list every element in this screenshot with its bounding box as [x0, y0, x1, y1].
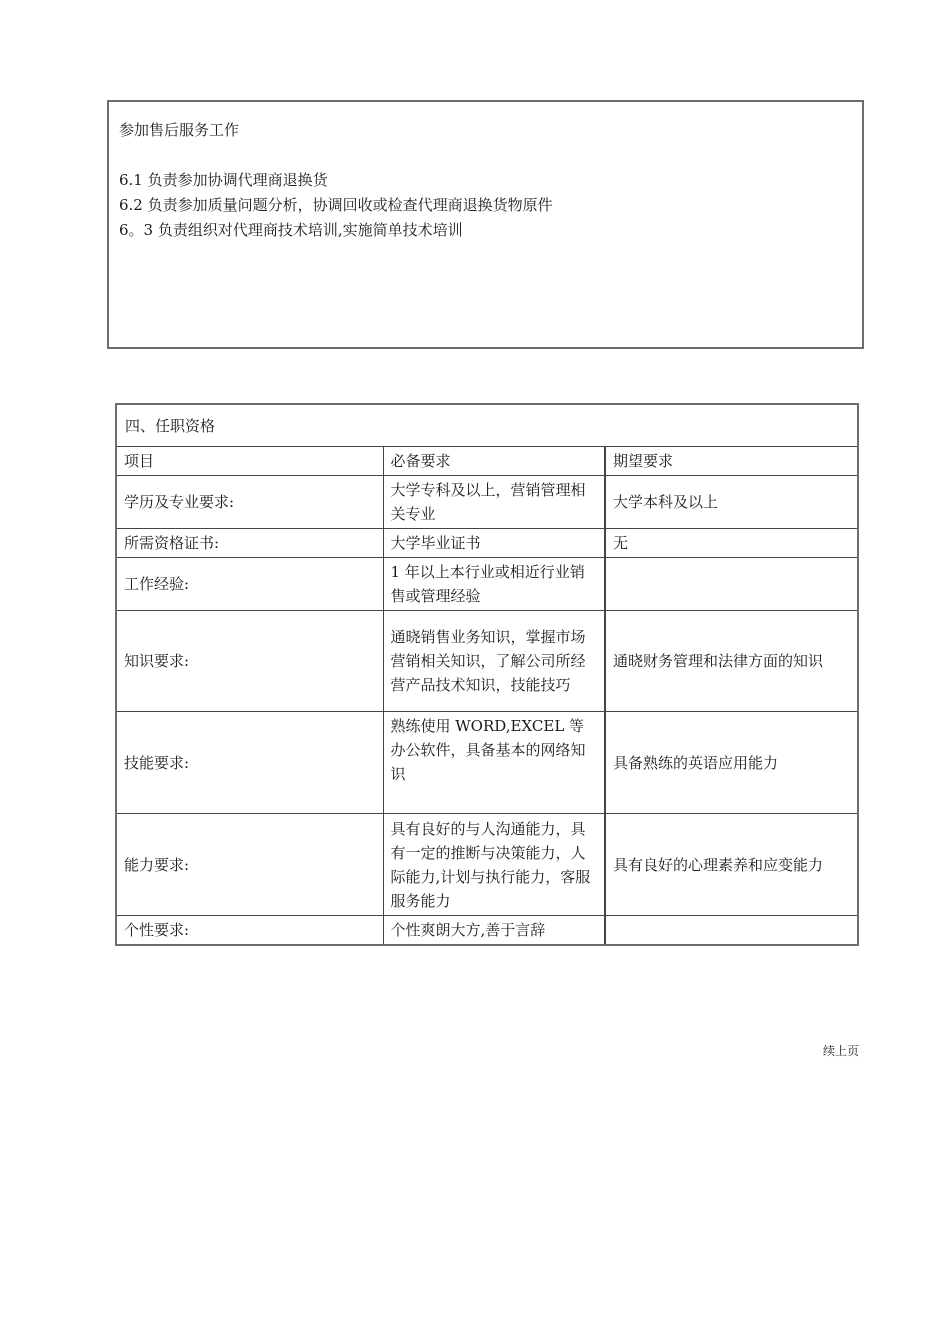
row-required: 具有良好的与人沟通能力，具有一定的推断与决策能力，人际能力,计划与执行能力，客服服务能力 [383, 814, 605, 916]
row-required: 熟练使用 WORD,EXCEL 等办公软件，具备基本的网络知识 [383, 712, 605, 814]
duties-box [107, 100, 864, 349]
duty-item: 6.2 负责参加质量问题分析，协调回收或检查代理商退换货物原件 [119, 196, 553, 214]
row-required: 通晓销售业务知识，掌握市场营销相关知识，了解公司所经营产品技术知识，技能技巧 [383, 611, 605, 712]
column-header: 必备要求 [383, 447, 605, 476]
row-required: 大学毕业证书 [383, 529, 605, 558]
row-required: 1 年以上本行业或相近行业销售或管理经验 [383, 558, 605, 611]
row-item: 技能要求: [117, 712, 383, 814]
row-required: 个性爽朗大方,善于言辞 [383, 916, 605, 945]
duty-item: 6。3 负责组织对代理商技术培训,实施简单技术培训 [119, 221, 463, 239]
row-item: 工作经验: [117, 558, 383, 611]
row-item: 所需资格证书: [117, 529, 383, 558]
section-title: 四、任职资格 [117, 405, 857, 447]
row-expected [605, 916, 857, 945]
row-required: 大学专科及以上，营销管理相关专业 [383, 476, 605, 529]
row-expected: 具备熟练的英语应用能力 [605, 712, 857, 814]
row-item: 能力要求: [117, 814, 383, 916]
table-row [117, 611, 857, 712]
table-header-row [117, 447, 857, 476]
row-item: 个性要求: [117, 916, 383, 945]
table-row [117, 712, 857, 814]
row-item: 学历及专业要求: [117, 476, 383, 529]
table-row [117, 476, 857, 529]
table-row [117, 814, 857, 916]
spacer [119, 143, 852, 168]
row-expected: 无 [605, 529, 857, 558]
table-row [117, 529, 857, 558]
duties-heading: 参加售后服务工作 [119, 121, 240, 139]
qualifications-table [115, 403, 859, 946]
duty-item: 6.1 负责参加协调代理商退换货 [119, 171, 328, 189]
row-item: 知识要求: [117, 611, 383, 712]
row-expected [605, 558, 857, 611]
row-expected: 具有良好的心理素养和应变能力 [605, 814, 857, 916]
column-header: 期望要求 [605, 447, 857, 476]
column-header: 项目 [117, 447, 383, 476]
row-expected: 大学本科及以上 [605, 476, 857, 529]
continued-note: 续上页 [822, 1044, 859, 1058]
table-row [117, 558, 857, 611]
table-row [117, 916, 857, 945]
row-expected: 通晓财务管理和法律方面的知识 [605, 611, 857, 712]
